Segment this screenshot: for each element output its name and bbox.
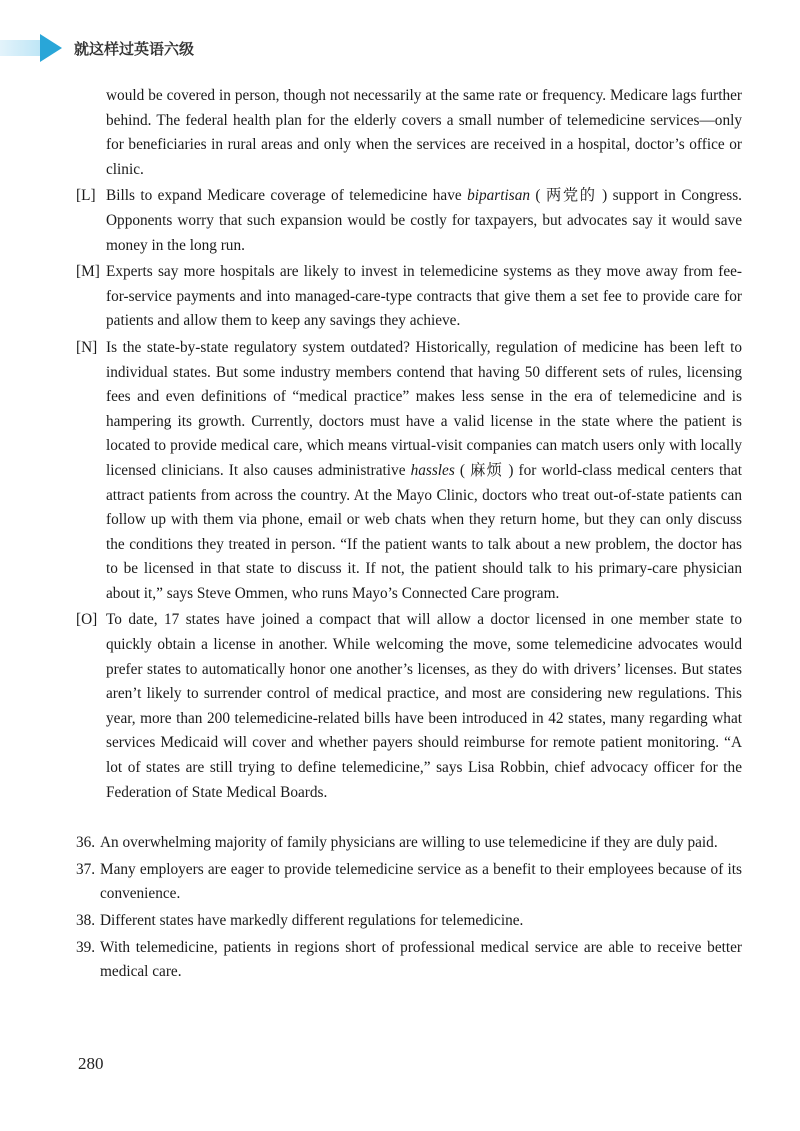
paragraph-text: To date, 17 states have joined a compact that will allow a doctor licensed in one member state to quickly obtain a license in another. While welcoming the move, some telemedicine advocates would prefer states to automatically honor one another’s licenses, as they do with drivers’ licenses. But states aren’t likely to surrender control of medical practice, and most are considering new regulations. This year, more than 200 telemedicine-related bills have been introduced in 42 states, many regarding what services Medicaid will cover and whether payers should reimburse for remote patient monitoring. “A lot of states are still trying to define telemedicine,” says Lisa Robbin, chief advocacy officer for the Federation of State Medical Boards.: [106, 611, 742, 801]
paragraph-O: [76, 608, 742, 805]
header-tab-decoration: [0, 40, 40, 56]
paragraph-L: [76, 184, 742, 258]
chinese-gloss: ( 麻烦 ): [454, 461, 519, 479]
question-text: With telemedicine, patients in regions short of professional medical service are able to receive better medical care.: [100, 938, 742, 981]
question-number: 38.: [76, 912, 96, 929]
question-list: [76, 831, 742, 985]
paragraph-text: for world-class medical centers that attract patients from across the country. At the Mayo Clinic, doctors who treat out-of-state patients can follow up with them via phone, email or web chats when they return home, but they can only discuss the conditions they treated in person. “If the patient wants to talk about a new problem, the doctor has to be licensed in that state to discuss it. If not, the patient should talk to his primary-care physician about it,” says Steve Ommen, who runs Mayo’s Connected Care program.: [106, 461, 742, 602]
glossed-word: bipartisan: [467, 187, 530, 205]
paragraph-label: [N]: [76, 338, 98, 356]
question-text: Different states have markedly different regulations for telemedicine.: [100, 912, 524, 929]
chinese-gloss: ( 两党的 ): [530, 187, 613, 205]
question-number: 36.: [76, 834, 96, 852]
paragraph-text: Experts say more hospitals are likely to invest in telemedicine systems as they move away from fee-for-service payments and into managed-care-type contracts that give them a set fee to provide care for patients and allow them to keep any savings they achieve.: [106, 263, 742, 330]
paragraph-M: [76, 260, 742, 334]
header-arrow-icon: [40, 34, 62, 62]
question-item: [76, 909, 742, 934]
header-title: 就这样过英语六级: [74, 40, 195, 58]
paragraph-label: [M]: [76, 263, 100, 281]
question-text: An overwhelming majority of family physicians are willing to use telemedicine if they are duly paid.: [100, 834, 718, 852]
question-number: 39.: [76, 938, 96, 956]
question-text: Many employers are eager to provide telemedicine service as a benefit to their employees because of its convenience.: [100, 860, 742, 903]
paragraph-text: Bills to expand Medicare coverage of telemedicine have: [106, 187, 468, 205]
paragraph-label: [O]: [76, 611, 98, 629]
question-number: 37.: [76, 860, 96, 878]
question-item: [76, 858, 742, 907]
page-number: 280: [78, 1054, 104, 1073]
glossed-word: hassles: [410, 461, 455, 479]
paragraph-N: [76, 336, 742, 607]
paragraph-label: [L]: [76, 187, 96, 205]
paragraph-text: Is the state-by-state regulatory system outdated? Historically, regulation of medicine has been left to individual states. But some industry members contend that having 50 different sets of rules, licensing fees and even definitions of “medical practice” makes less sense in the era of telemedicine and is hampering its growth. Currently, doctors must have a valid license in the state where the patient is located to provide medical care, which means virtual-visit companies can match users only with locally licensed clinicians. It also causes administrative: [106, 338, 742, 479]
question-item: [76, 831, 742, 856]
paragraph-text: support in Congress. Opponents worry that such expansion would be costly for taxpayers, but advocates say it would save money in the long run.: [106, 187, 742, 254]
paragraph-continuation: would be covered in person, though not necessarily at the same rate or frequency. Medicare lags further behind. The federal health plan for the elderly covers a small number of telemedicine services—only for beneficiaries in rural areas and only when the services are received in a hospital, doctor’s office or clinic.: [106, 87, 742, 178]
article-body: [76, 84, 742, 987]
question-item: [76, 936, 742, 985]
